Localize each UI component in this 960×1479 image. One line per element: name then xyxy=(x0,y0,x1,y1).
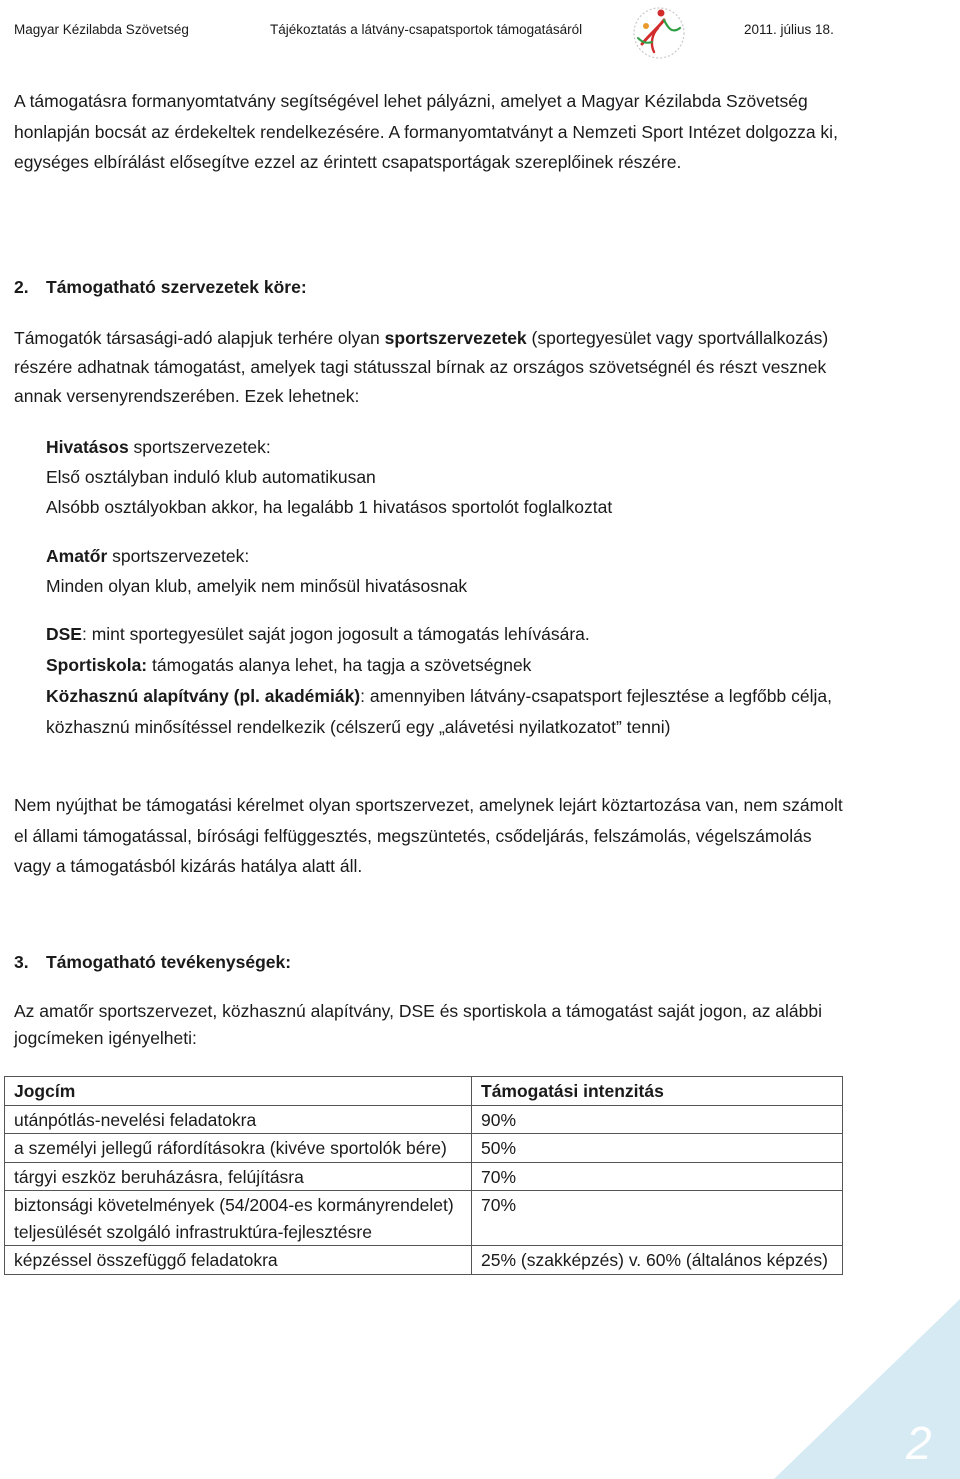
section-3-intro: Az amatőr sportszervezet, közhasznú alapítvány, DSE és sportiskola a támogatást saját jogon, az alábbi jogcímeken igényelheti: xyxy=(14,1001,823,1048)
page-header xyxy=(14,22,946,44)
table-cell: 50% xyxy=(472,1134,843,1163)
table-row xyxy=(5,1191,843,1246)
amateur-line-1: Minden olyan klub, amelyik nem minősül hivatásosnak xyxy=(46,576,468,596)
handball-federation-logo-icon xyxy=(628,4,690,62)
section-2-paragraph xyxy=(14,324,844,411)
table-cell: biztonsági követelmények (54/2004-es kormányrendelet) teljesülését szolgáló infrastruktúra-fejlesztésre xyxy=(5,1191,472,1246)
section-2-text-b: (sportegyesület vagy sportvállalkozás) részére adhatnak támogatást, amelyek tagi státusszal bírnak az országos szövetségnél és részt vesznek annak versenyrendszerében. Ezek lehetnek: xyxy=(14,328,829,406)
pro-rest: sportszervezetek: xyxy=(128,437,271,457)
exclusion-paragraph: Nem nyújthat be támogatási kérelmet olyan sportszervezet, amelynek lejárt köztartozása van, nem számolt el állami támogatással, bírósági felfüggesztés, megszüntetés, csődeljárás, felszámolás, végelszámolás vagy a támogatásból kizárás hatálya alatt áll. xyxy=(14,795,843,876)
pro-bold: Hivatásos xyxy=(46,437,129,457)
dse-line xyxy=(46,619,836,650)
section-3-title: Támogatható tevékenységek: xyxy=(46,952,292,972)
intro-paragraph: A támogatásra formanyomtatvány segítségével lehet pályázni, amelyet a Magyar Kézilabda Szövetség honlapján bocsát az érdekeltek rendelkezésére. A formanyomtatványt a Nemzeti Sport Intézet dolgozza ki, egységes elbírálást elősegítve ezzel az érintett csapatsportágak szereplőinek részére. xyxy=(14,91,838,172)
page-number: 2 xyxy=(906,1417,932,1469)
section-2-text-a: Támogatók társasági-adó alapjuk terhére olyan xyxy=(14,328,385,348)
section-2-heading xyxy=(14,277,307,298)
foundation-line xyxy=(46,681,836,742)
section-2-title: Támogatható szervezetek köre: xyxy=(46,277,307,297)
pro-heading xyxy=(46,432,836,463)
school-bold: Sportiskola: xyxy=(46,655,148,675)
table-cell: 70% xyxy=(472,1162,843,1191)
foundation-rest: : amennyiben látvány-csapatsport fejlesztése a legfőbb célja, közhasznú minősítéssel rendelkezik (célszerű egy „alávetési nyilatkozatot” tenni) xyxy=(46,686,832,737)
header-date: 2011. július 18. xyxy=(744,22,834,37)
amateur-bold: Amatőr xyxy=(46,546,108,566)
table-row xyxy=(5,1105,843,1134)
page-corner xyxy=(774,1299,960,1479)
table-header-cell: Támogatási intenzitás xyxy=(472,1077,843,1106)
pro-line-1: Első osztályban induló klub automatikusan xyxy=(46,467,376,487)
section-3-heading xyxy=(14,952,291,973)
table-cell: 90% xyxy=(472,1105,843,1134)
support-table xyxy=(4,1076,843,1275)
school-line xyxy=(46,650,836,681)
pro-line-2: Alsóbb osztályokban akkor, ha legalább 1 hivatásos sportolót foglalkoztat xyxy=(46,497,613,517)
amateur-heading xyxy=(46,541,836,572)
table-row xyxy=(5,1246,843,1275)
section-3-number: 3. xyxy=(14,952,29,972)
table-row xyxy=(5,1162,843,1191)
table-cell: a személyi jellegű ráfordításokra (kivéve sportolók bére) xyxy=(5,1134,472,1163)
header-title: Tájékoztatás a látvány-csapatsportok támogatásáról xyxy=(270,22,583,37)
dse-bold: DSE xyxy=(46,624,82,644)
table-cell: 70% xyxy=(472,1191,843,1246)
school-rest: támogatás alanya lehet, ha tagja a szövetségnek xyxy=(147,655,532,675)
table-cell: képzéssel összefüggő feladatokra xyxy=(5,1246,472,1275)
table-row xyxy=(5,1134,843,1163)
section-2-number: 2. xyxy=(14,277,29,297)
foundation-bold-1: Közhasznú alapítvány (pl. xyxy=(46,686,260,706)
table-cell: tárgyi eszköz beruházásra, felújításra xyxy=(5,1162,472,1191)
table-cell: 25% (szakképzés) v. 60% (általános képzés) xyxy=(472,1246,843,1275)
section-2-bold-term: sportszervezetek xyxy=(384,328,527,348)
corner-triangle xyxy=(774,1299,960,1479)
amateur-rest: sportszervezetek: xyxy=(107,546,250,566)
header-organization: Magyar Kézilabda Szövetség xyxy=(14,22,189,37)
dse-rest: : mint sportegyesület saját jogon jogosult a támogatás lehívására. xyxy=(81,624,590,644)
table-header-row xyxy=(5,1077,843,1106)
table-cell: utánpótlás-nevelési feladatokra xyxy=(5,1105,472,1134)
foundation-bold-2: akadémiák) xyxy=(259,686,361,706)
table-header-cell: Jogcím xyxy=(5,1077,472,1106)
